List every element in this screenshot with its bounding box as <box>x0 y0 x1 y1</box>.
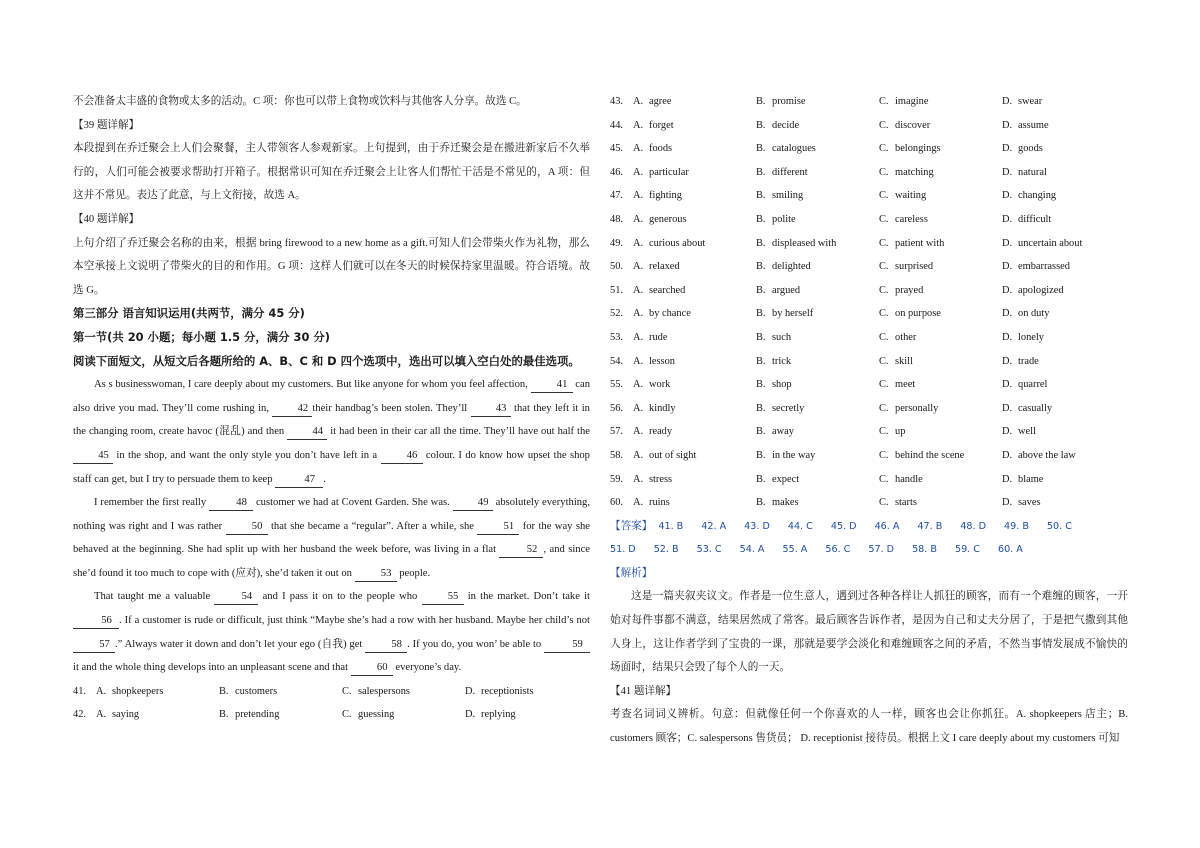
blank-51: 51 <box>477 520 519 535</box>
option-d: on duty <box>1018 308 1050 320</box>
option-c: prayed <box>895 284 924 296</box>
answer-item: 51. D <box>610 544 636 556</box>
option-a: by chance <box>649 308 691 320</box>
answer-item: 44. C <box>787 520 813 532</box>
option-row-52: 52. A. by chance B. by herself C. on purpose D. on duty <box>610 302 1128 326</box>
option-c: waiting <box>895 190 927 202</box>
option-d: quarrel <box>1018 379 1048 391</box>
option-d: lonely <box>1018 331 1044 343</box>
blank-60: 60 <box>351 661 393 676</box>
option-c: patient with <box>895 237 945 249</box>
option-d: goods <box>1018 143 1043 155</box>
answer-item: 48. D <box>960 520 987 532</box>
option-a: foods <box>649 143 673 155</box>
option-b: secretly <box>772 402 805 414</box>
option-row-60: 60. A. ruins B. makes C. starts D. saves <box>610 491 1128 515</box>
option-c: behind the scene <box>895 449 965 461</box>
option-b: such <box>772 331 792 343</box>
option-row-53: 53. A. rude B. such C. other D. lonely <box>610 326 1128 350</box>
option-a: out of sight <box>649 449 697 461</box>
option-b: by herself <box>772 308 814 320</box>
paragraph: 上句介绍了乔迁聚会名称的由来，根据 bring firewood to a new home as a gift.可知人们会带柴火作为礼物，那么本空承接上文说明了带柴火的目的和作用。G 项：这样人们就可以在冬天的时候保持家里温暖。符合语境。故选 G。 <box>73 237 590 296</box>
option-b: delighted <box>772 261 811 273</box>
answer-key <box>610 515 1128 562</box>
option-b: catalogues <box>772 143 816 155</box>
option-b: polite <box>772 213 796 225</box>
option-d: well <box>1018 426 1036 438</box>
option-a: searched <box>649 284 686 296</box>
option-a: lesson <box>649 355 675 367</box>
part-title: 第三部分 语言知识运用(共两节，满分 45 分) <box>73 306 305 321</box>
option-row-46: 46. A. particular B. different C. matching D. natural <box>610 161 1128 185</box>
blank-54: 54 <box>214 590 258 605</box>
option-c: meet <box>895 379 916 391</box>
option-a: rude <box>649 331 668 343</box>
option-a: kindly <box>649 402 676 414</box>
answer-item: 58. B <box>912 544 937 556</box>
option-b: trick <box>772 355 792 367</box>
instruction: 阅读下面短文，从短文后各题所给的 A、B、C 和 D 四个选项中，选出可以填入空白处的最佳选项。 <box>73 353 580 368</box>
answer-item: 52. B <box>653 544 679 556</box>
answer-item: 56. C <box>825 544 851 556</box>
option-b: makes <box>772 497 799 509</box>
option-c: up <box>895 426 906 438</box>
option-c: surprised <box>895 261 934 273</box>
option-d: blame <box>1018 473 1044 485</box>
answer-item: 49. B <box>1004 520 1029 532</box>
blank-45: 45 <box>73 449 113 464</box>
option-d: trade <box>1018 355 1039 367</box>
blank-42: 42 <box>272 402 312 417</box>
option-row-55: 55. A. work B. shop C. meet D. quarrel <box>610 373 1128 397</box>
option-row-51: 51. A. searched B. argued C. prayed D. apologized <box>610 279 1128 303</box>
option-a: forget <box>649 119 674 131</box>
option-b: expect <box>772 473 800 485</box>
option-row-44: 44. A. forget B. decide C. discover D. assume <box>610 114 1128 138</box>
section-heading-41: 【41 题详解】 <box>610 685 677 697</box>
blank-56: 56 <box>73 614 119 629</box>
option-row-50: 50. A. relaxed B. delighted C. surprised D. embarrassed <box>610 255 1128 279</box>
option-a: curious about <box>649 237 706 249</box>
option-a: ready <box>649 426 673 438</box>
blank-41: 41 <box>531 378 573 393</box>
blank-49: 49 <box>453 496 493 511</box>
passage-paragraph-1: As s businesswoman, I care deeply about my customers. But like anyone for whom you feel affection, 41 can also drive you mad. They’ll come rushing in, 42 their handbag’s been stolen. They’ll 43 that they left it in the changing room, create havoc (混乱) and then 44 it had been in their car all the time. They’ll have out half the 45 in the shop, and want the only style you don’t have left in a 46 colour. I do know how upset the shop staff can get, but I try to persuade them to keep 47 . <box>73 373 590 491</box>
option-d: changing <box>1018 190 1057 202</box>
option-c: other <box>895 331 917 343</box>
option-d: above the law <box>1018 449 1076 461</box>
answer-item: 54. A <box>739 544 765 556</box>
option-a: relaxed <box>649 261 680 273</box>
answer-item: 60. A <box>997 544 1023 556</box>
option-c: starts <box>895 497 917 509</box>
option-row-54: 54. A. lesson B. trick C. skill D. trade <box>610 350 1128 374</box>
option-b: argued <box>772 284 801 296</box>
option-c: on purpose <box>895 308 941 320</box>
option-b: decide <box>772 119 800 131</box>
option-d: saves <box>1018 497 1041 509</box>
paragraph: 考查名词词义辨析。句意：但就像任何一个你喜欢的人一样，顾客也会让你抓狂。A. shopkeepers 店主；B. customers 顾客；C. salespersons 售货员； D. receptionist 接待员。根据上文 I care deeply about my customers 可知 <box>610 709 1128 745</box>
option-c: matching <box>895 166 934 178</box>
section-heading-40: 【40 题详解】 <box>73 213 140 225</box>
option-c: discover <box>895 119 931 131</box>
answer-item: 45. D <box>830 520 857 532</box>
answer-item: 41. B <box>658 520 684 532</box>
answer-item: 50. C <box>1046 520 1072 532</box>
blank-59: 59 <box>544 638 590 653</box>
passage-paragraph-3: That taught me a valuable 54 and I pass it on to the people who 55 in the market. Don’t take it 56 . If a customer is rude or difficult, just think “Maybe she’s had a row with her husband. Maybe her child’s not 57 .” Always water it down and don’t let your ego (自我) get 58 . If you do, you won’ be able to 59 it and the whole thing develops into an unpleasant scene and that 60 everyone’s day. <box>73 585 590 679</box>
option-d: natural <box>1018 166 1047 178</box>
analysis-text: 这是一篇夹叙夹议文。作者是一位生意人，遇到过各种各样让人抓狂的顾客，而有一个难缠的顾客，一开始对每件事都不满意，结果居然成了常客。最后顾客告诉作者，是因为自己和丈夫分居了，于是把气撒到其他人身上，这让作者学到了宝贵的一课，那就是要学会淡化和难缠顾客之间的矛盾，不然当事情发展成不愉快的场面时，结果只会毁了每个人的一天。 <box>610 591 1128 674</box>
right-column <box>610 90 1128 751</box>
blank-44: 44 <box>287 425 327 440</box>
option-c: handle <box>895 473 923 485</box>
blank-47: 47 <box>275 473 323 488</box>
option-a: generous <box>649 213 687 225</box>
option-b: smiling <box>772 190 804 202</box>
answer-item: 47. B <box>917 520 943 532</box>
option-row-58: 58. A. out of sight B. in the way C. behind the scene D. above the law <box>610 444 1128 468</box>
option-row-43: 43. A. agree B. promise C. imagine D. swear <box>610 90 1128 114</box>
answer-item: 59. C <box>954 544 980 556</box>
blank-55: 55 <box>422 590 464 605</box>
blank-48: 48 <box>209 496 253 511</box>
left-column <box>73 90 590 727</box>
option-row-57: 57. A. ready B. away C. up D. well <box>610 420 1128 444</box>
blank-50: 50 <box>226 520 268 535</box>
option-row-47: 47. A. fighting B. smiling C. waiting D. changing <box>610 184 1128 208</box>
option-c: personally <box>895 402 939 414</box>
option-b: displeased with <box>772 237 837 249</box>
option-row-42: 42. A. saying B. pretending C. guessing D. replying <box>73 709 516 721</box>
option-d: assume <box>1018 119 1049 131</box>
option-row-41: 41. A. shopkeepers B. customers C. salespersons D. receptionists <box>73 685 534 697</box>
option-b: different <box>772 166 808 178</box>
paragraph: 不会准备太丰盛的食物或太多的活动。C 项：你也可以带上食物或饮料与其他客人分享。故选 C。 <box>73 96 527 107</box>
option-b: promise <box>772 96 806 107</box>
option-row-45: 45. A. foods B. catalogues C. belongings D. goods <box>610 137 1128 161</box>
option-row-49: 49. A. curious about B. displeased with C. patient with D. uncertain about <box>610 232 1128 256</box>
blank-43: 43 <box>471 402 511 417</box>
option-a: work <box>649 379 671 391</box>
answer-item: 46. A <box>874 520 900 532</box>
option-a: ruins <box>649 497 670 509</box>
option-a: stress <box>649 473 673 485</box>
paragraph: 本段提到在乔迁聚会上人们会聚餐，主人带领客人参观新家。上句提到，由于乔迁聚会是在搬进新家后不久举行的，人们可能会被要求帮助打开箱子。根据常识可知在乔迁聚会上让客人们帮忙干活是不常见的，A 项：但这并不常见。表达了此意，与上文衔接，故选 A。 <box>73 143 590 202</box>
blank-46: 46 <box>381 449 423 464</box>
section-heading-39: 【39 题详解】 <box>73 119 140 131</box>
passage-paragraph-2: I remember the first really 48 customer we had at Covent Garden. She was. 49 absolutely everything, nothing was right and I was rather 50 that she became a “regular”. After a while, she 51 for the way she behaved at the beginning. She had split up with her husband the week before, was living in a flat 52 , and since she’d found it too much to cope with (应对), she’d taken it out on 53 people. <box>73 491 590 585</box>
option-d: apologized <box>1018 284 1064 296</box>
option-d: casually <box>1018 402 1053 414</box>
option-a: fighting <box>649 190 682 202</box>
answer-item: 57. D <box>868 544 895 556</box>
option-c: imagine <box>895 96 929 107</box>
option-d: uncertain about <box>1018 237 1083 249</box>
answer-item: 55. A <box>782 544 808 556</box>
option-c: careless <box>895 213 928 225</box>
blank-53: 53 <box>355 567 397 582</box>
section-title: 第一节(共 20 小题；每小题 1.5 分，满分 30 分) <box>73 329 330 344</box>
answer-item: 53. C <box>696 544 722 556</box>
option-row-56: 56. A. kindly B. secretly C. personally D. casually <box>610 397 1128 421</box>
option-b: in the way <box>772 449 816 461</box>
option-d: difficult <box>1018 213 1052 225</box>
option-c: skill <box>895 355 913 367</box>
blank-57: 57 <box>73 638 115 653</box>
blank-52: 52 <box>499 543 543 558</box>
option-d: embarrassed <box>1018 261 1070 273</box>
option-d: swear <box>1018 96 1043 107</box>
options-list <box>610 90 1128 515</box>
option-a: particular <box>649 166 689 178</box>
option-b: shop <box>772 379 792 391</box>
answer-tag: 【答案】 <box>610 519 653 532</box>
option-row-48: 48. A. generous B. polite C. careless D. difficult <box>610 208 1128 232</box>
option-b: away <box>772 426 794 438</box>
blank-58: 58 <box>365 638 407 653</box>
answer-item: 42. A <box>701 520 727 532</box>
option-c: belongings <box>895 143 941 155</box>
option-row-59: 59. A. stress B. expect C. handle D. blame <box>610 468 1128 492</box>
option-a: agree <box>649 96 672 107</box>
answer-item: 43. D <box>744 520 770 532</box>
analysis-tag: 【解析】 <box>610 567 653 579</box>
